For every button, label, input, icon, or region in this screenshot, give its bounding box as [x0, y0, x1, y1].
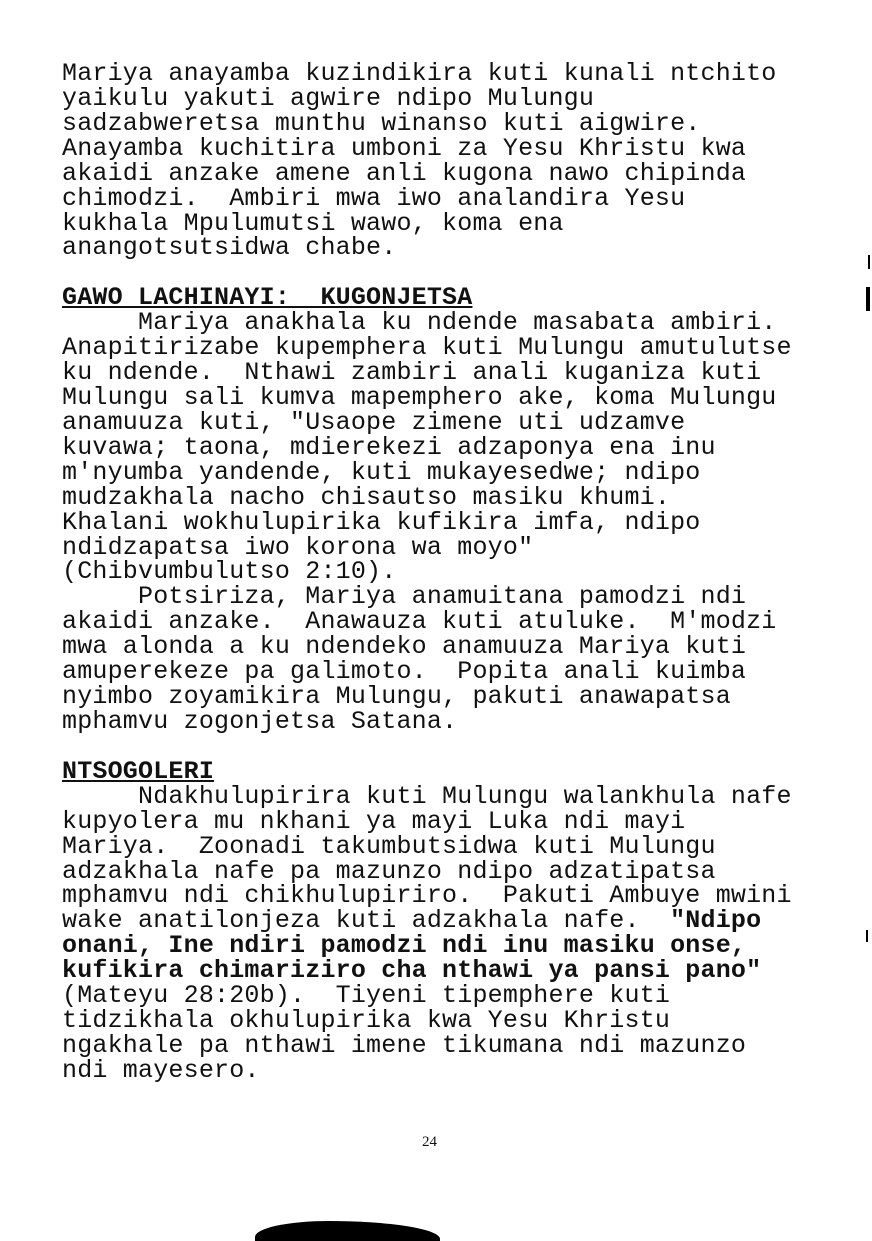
text-segment: amuperekeze pa galimoto. Popita anali kuimba [62, 657, 747, 687]
text-segment: m'nyumba yandende, kuti mukayesedwe; ndipo [62, 457, 701, 487]
scan-margin-mark [866, 930, 868, 942]
text-line [62, 706, 792, 736]
text-segment: mphamvu zogonjetsa Satana. [62, 706, 458, 736]
page-number: 24 [422, 1134, 437, 1150]
text-segment: ku ndende. Nthawi zambiri anali kuganiza kuti [62, 358, 762, 388]
text-segment: sadzabweretsa munthu winanso kuti aigwire. [62, 108, 701, 138]
text-segment: Mariya anayamba kuzindikira kuti kunali ntchito [62, 59, 777, 88]
text-segment: tidzikhala okhulupirika kwa Yesu Khristu [62, 1006, 671, 1036]
text-segment: Khalani wokhulupirika kufikira imfa, ndipo [62, 507, 701, 537]
text-segment: ndi mayesero. [62, 1055, 260, 1085]
document-body [62, 59, 792, 1085]
text-segment: Mulungu sali kumva mapemphero ake, koma Mulungu [62, 382, 777, 412]
text-segment: anamuuza kuti, "Usaope zimene uti udzamve [62, 407, 686, 437]
text-segment: Mariya. Zoonadi takumbutsidwa kuti Mulungu [62, 831, 716, 861]
text-segment: Potsiriza, Mariya anamuitana pamodzi ndi [62, 582, 747, 612]
text-line [62, 1055, 792, 1085]
text-segment: chimodzi. Ambiri mwa iwo analandira Yesu [62, 183, 686, 213]
scan-margin-mark [868, 255, 870, 269]
text-segment: akaidi anzake. Anawauza kuti atuluke. M'modzi [62, 607, 777, 637]
text-segment: (Mateyu 28:20b). Tiyeni tipemphere kuti [62, 981, 671, 1011]
text-segment: mwa alonda a ku ndendeko anamuuza Mariya kuti [62, 632, 747, 662]
text-segment: yaikulu yakuti agwire ndipo Mulungu [62, 83, 595, 113]
bold-quote-text: kufikira chimariziro cha nthawi ya pansi pano" [62, 956, 762, 986]
text-segment: ngakhale pa nthawi imene tikumana ndi mazunzo [62, 1030, 747, 1060]
scan-margin-mark [866, 287, 870, 311]
text-segment: wake anatilonjeza kuti adzakhala nafe. [62, 906, 671, 936]
text-segment: NTSOGOLERI [62, 756, 215, 786]
text-segment: mphamvu ndi chikhulupiriro. Pakuti Ambuye mwini [62, 881, 792, 911]
text-segment: kupyolera mu nkhani ya mayi Luka ndi mayi [62, 806, 686, 836]
text-segment: kukhala Mpulumutsi wawo, koma ena [62, 208, 564, 238]
text-segment: Anapitirizabe kupemphera kuti Mulungu amutulutse [62, 333, 792, 363]
text-segment: mudzakhala nacho chisautso masiku khumi. [62, 482, 671, 512]
text-segment: Mariya anakhala ku ndende masabata ambiri. [62, 308, 777, 338]
text-segment: GAWO LACHINAYI: KUGONJETSA [62, 283, 473, 313]
text-segment: Anayamba kuchitira umboni za Yesu Khristu kwa [62, 133, 747, 163]
text-segment: anangotsutsidwa chabe. [62, 233, 397, 263]
text-segment: kuvawa; taona, mdierekezi adzaponya ena inu [62, 432, 716, 462]
text-line [62, 233, 792, 263]
text-segment: adzakhala nafe pa mazunzo ndipo adzatipatsa [62, 856, 716, 886]
text-segment: (Chibvumbulutso 2:10). [62, 557, 397, 587]
scan-artifact [255, 1221, 440, 1241]
text-segment: nyimbo zoyamikira Mulungu, pakuti anawapatsa [62, 682, 731, 712]
bold-quote-text: "Ndipo [670, 906, 762, 936]
text-segment: akaidi anzake amene anli kugona nawo chipinda [62, 158, 747, 188]
text-segment: ndidzapatsa iwo korona wa moyo" [62, 532, 534, 562]
bold-quote-text: onani, Ine ndiri pamodzi ndi inu masiku onse, [62, 931, 747, 961]
text-segment: Ndakhulupirira kuti Mulungu walankhula nafe [62, 781, 792, 811]
